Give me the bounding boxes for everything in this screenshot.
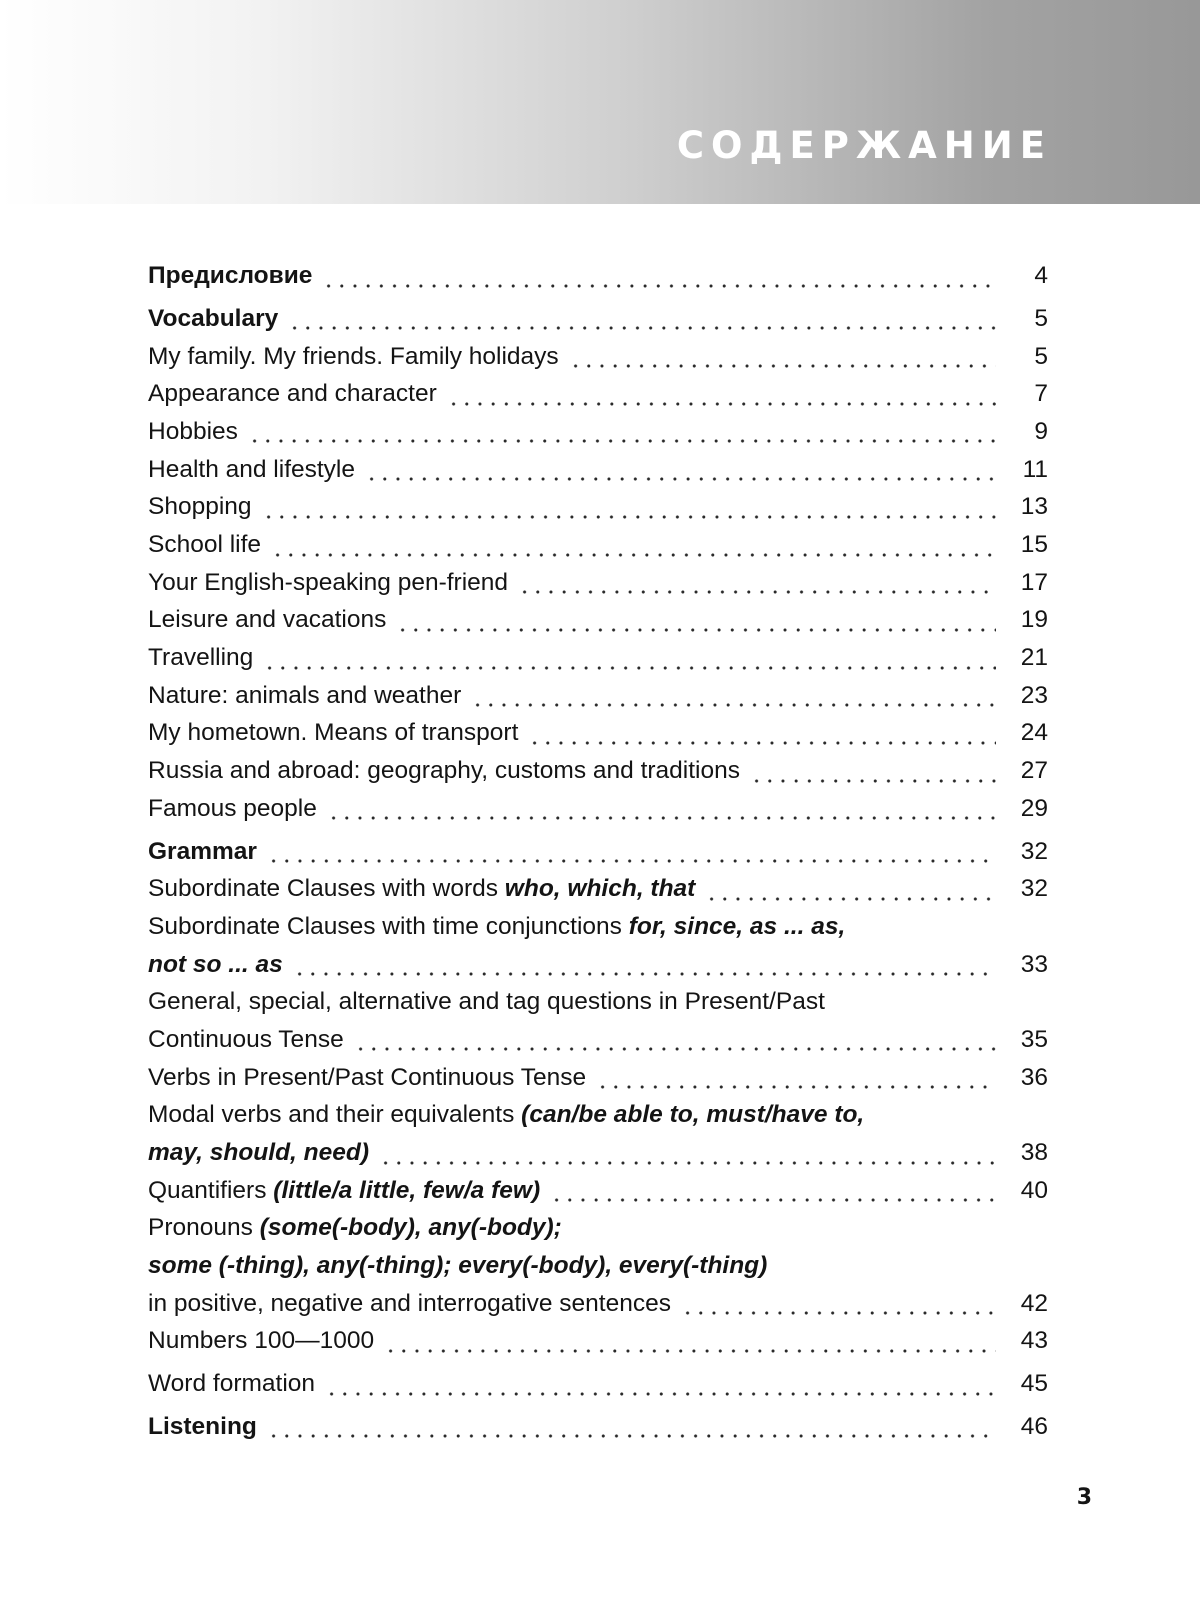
toc-entry-page: 13 <box>1020 493 1048 521</box>
toc-entry <box>148 448 1048 486</box>
toc-entry <box>148 1283 1048 1321</box>
toc-entry <box>148 943 1048 981</box>
toc-entry <box>148 486 1048 524</box>
toc-entry-page: 17 <box>1020 568 1048 596</box>
dot-leader <box>354 1030 996 1052</box>
toc-entry-page: 29 <box>1020 794 1048 822</box>
dot-leader <box>271 536 996 558</box>
toc-entry-title <box>148 1103 864 1128</box>
dot-leader <box>705 880 996 902</box>
toc-entry <box>148 1363 1048 1401</box>
dot-leader <box>681 1294 996 1316</box>
toc-entry-title <box>148 877 695 902</box>
table-of-contents <box>148 255 1048 1443</box>
toc-entry-title <box>148 495 252 520</box>
page-number: 3 <box>1076 1485 1092 1510</box>
toc-entry-text: Your English-speaking pen-friend <box>148 568 509 596</box>
toc-entry-text: School life <box>148 531 262 558</box>
toc-entry <box>148 524 1048 562</box>
toc-entry <box>148 1019 1048 1057</box>
dot-leader <box>596 1068 996 1090</box>
toc-entry-title <box>148 646 253 671</box>
toc-entry-title <box>148 759 740 784</box>
toc-entry-title <box>148 304 279 332</box>
dot-leader <box>447 385 996 407</box>
toc-entry <box>148 1406 1048 1444</box>
toc-entry-title <box>148 608 386 633</box>
dot-leader <box>267 842 996 864</box>
toc-entry-text: Shopping <box>148 493 252 521</box>
toc-entry-page: 36 <box>1020 1063 1048 1091</box>
toc-entry <box>148 712 1048 750</box>
toc-entry <box>148 411 1048 449</box>
toc-entry-text: Verbs in Present/Past Continuous Tense <box>148 1063 587 1091</box>
toc-entry-text: Pronouns <box>148 1214 260 1242</box>
toc-entry <box>148 637 1048 675</box>
toc-entry-title <box>148 1412 257 1440</box>
toc-entry-text: Subordinate Clauses with time conjunctions <box>148 912 629 940</box>
toc-entry-title <box>148 1289 671 1317</box>
toc-entry-title <box>148 1216 562 1241</box>
toc-entry <box>148 599 1048 637</box>
dot-leader <box>293 955 996 977</box>
toc-entry-emphasis: some (-thing), any(-thing); every(-body), every(-thing) <box>148 1252 768 1280</box>
dot-leader <box>322 267 996 289</box>
toc-entry <box>148 1170 1048 1208</box>
toc-entry-page: 32 <box>1020 875 1048 903</box>
toc-entry-title <box>148 1063 587 1091</box>
toc-entry-text: Appearance and character <box>148 380 437 408</box>
toc-entry-page: 15 <box>1020 531 1048 558</box>
toc-entry <box>148 981 1048 1019</box>
toc-entry-emphasis: who, which, that <box>504 875 696 903</box>
toc-entry-text: Vocabulary <box>148 304 279 332</box>
toc-entry-emphasis: may, should, need) <box>148 1139 369 1166</box>
toc-entry-page: 42 <box>1020 1289 1048 1317</box>
toc-entry <box>148 562 1048 600</box>
toc-entry-text: Leisure and vacations <box>148 606 387 634</box>
toc-entry-title <box>148 837 257 865</box>
dot-leader <box>365 460 996 482</box>
toc-entry-text: Famous people <box>148 794 317 822</box>
toc-entry-text: Word formation <box>148 1370 316 1398</box>
toc-entry-title <box>148 721 518 746</box>
toc-entry-title <box>148 342 559 370</box>
toc-entry <box>148 750 1048 788</box>
toc-entry-text: Quantifiers <box>148 1176 274 1204</box>
dot-leader <box>569 347 996 369</box>
toc-entry-page: 45 <box>1020 1370 1048 1398</box>
toc-entry-page: 46 <box>1020 1412 1048 1440</box>
toc-entry-title <box>148 417 238 445</box>
toc-entry-text: in positive, negative and interrogative sentences <box>148 1289 671 1317</box>
toc-entry-text: Предисловие <box>148 262 313 290</box>
toc-entry-page: 19 <box>1020 606 1048 634</box>
toc-entry <box>148 298 1048 336</box>
toc-entry-page: 40 <box>1020 1176 1048 1204</box>
dot-leader <box>471 686 996 708</box>
toc-entry-page: 35 <box>1020 1025 1048 1053</box>
dot-leader <box>750 762 996 784</box>
dot-leader <box>528 724 996 746</box>
dot-leader <box>384 1332 996 1354</box>
toc-entry-page: 32 <box>1020 837 1048 865</box>
toc-entry-title <box>148 912 846 940</box>
toc-entry-title <box>148 681 462 709</box>
dot-leader <box>396 611 996 633</box>
toc-entry <box>148 906 1048 944</box>
toc-entry-page: 43 <box>1020 1327 1048 1355</box>
dot-leader <box>518 573 996 595</box>
dot-leader <box>263 649 996 671</box>
toc-entry-page: 33 <box>1020 950 1048 978</box>
toc-entry-title <box>148 1176 541 1204</box>
toc-entry-title <box>148 264 312 289</box>
toc-entry-emphasis: for, since, as ... as, <box>628 912 846 940</box>
toc-entry-page: 9 <box>1034 417 1048 445</box>
toc-entry-title <box>148 382 437 407</box>
toc-entry-page: 5 <box>1034 342 1048 370</box>
toc-entry-page: 21 <box>1020 644 1048 672</box>
toc-entry-text: Russia and abroad: geography, customs and traditions <box>148 757 740 785</box>
dot-leader <box>325 1375 996 1397</box>
toc-entry-text: Numbers 100—1000 <box>148 1327 375 1355</box>
toc-entry-title <box>148 1141 369 1166</box>
toc-entry-text: Health and lifestyle <box>148 455 356 483</box>
toc-entry-title <box>148 1025 344 1053</box>
toc-entry-text: My hometown. Means of transport <box>148 719 519 747</box>
toc-entry <box>148 1245 1048 1283</box>
toc-entry-page: 4 <box>1034 262 1048 290</box>
toc-entry <box>148 373 1048 411</box>
toc-entry-text: Listening <box>148 1412 257 1440</box>
dot-leader <box>262 498 996 520</box>
toc-entry <box>148 1056 1048 1094</box>
toc-entry <box>148 255 1048 293</box>
toc-entry-title <box>148 950 283 978</box>
toc-entry-text: Modal verbs and their equivalents <box>148 1101 522 1129</box>
toc-entry-text: My family. My friends. Family holidays <box>148 342 559 370</box>
toc-entry-page: 27 <box>1020 757 1048 785</box>
toc-entry-emphasis: (some(-body), any(-body); <box>259 1214 562 1242</box>
toc-entry-page: 38 <box>1020 1139 1048 1166</box>
dot-leader <box>248 422 996 444</box>
toc-entry-emphasis: (can/be able to, must/have to, <box>521 1101 865 1129</box>
toc-entry-page: 5 <box>1034 304 1048 332</box>
toc-entry-title <box>148 533 261 558</box>
header-band <box>0 0 1200 204</box>
toc-entry-title <box>148 990 825 1015</box>
toc-entry <box>148 830 1048 868</box>
toc-entry-page: 23 <box>1020 681 1048 709</box>
toc-entry-text: Continuous Tense <box>148 1025 344 1053</box>
toc-entry <box>148 335 1048 373</box>
toc-entry <box>148 1132 1048 1170</box>
toc-entry <box>148 1207 1048 1245</box>
toc-entry-page: 7 <box>1034 380 1048 408</box>
toc-entry-text: Travelling <box>148 644 254 672</box>
toc-entry-page: 11 <box>1022 455 1048 483</box>
toc-entry-title <box>148 455 356 483</box>
dot-leader <box>267 1417 996 1439</box>
toc-entry-page: 24 <box>1020 719 1048 747</box>
page-title: СОДЕРЖАНИЕ <box>676 124 1052 167</box>
toc-entry-text: Grammar <box>148 837 257 865</box>
toc-entry-text: Subordinate Clauses with words <box>148 875 505 903</box>
toc-entry-title <box>148 1329 374 1354</box>
dot-leader <box>379 1144 996 1166</box>
toc-entry-text: Nature: animals and weather <box>148 681 462 709</box>
toc-entry <box>148 1320 1048 1358</box>
toc-entry <box>148 1094 1048 1132</box>
toc-entry <box>148 868 1048 906</box>
toc-entry-title <box>148 1254 767 1279</box>
dot-leader <box>288 309 996 331</box>
toc-entry-emphasis: not so ... as <box>148 950 283 978</box>
toc-entry-title <box>148 568 509 596</box>
toc-entry-text: General, special, alternative and tag questions in Present/Past <box>148 988 825 1016</box>
toc-entry <box>148 675 1048 713</box>
toc-entry-emphasis: (little/a little, few/a few) <box>273 1176 541 1204</box>
toc-entry <box>148 788 1048 826</box>
toc-entry-title <box>148 794 317 822</box>
dot-leader <box>327 799 996 821</box>
toc-entry-text: Hobbies <box>148 417 238 445</box>
toc-entry-title <box>148 1372 315 1397</box>
dot-leader <box>550 1181 996 1203</box>
